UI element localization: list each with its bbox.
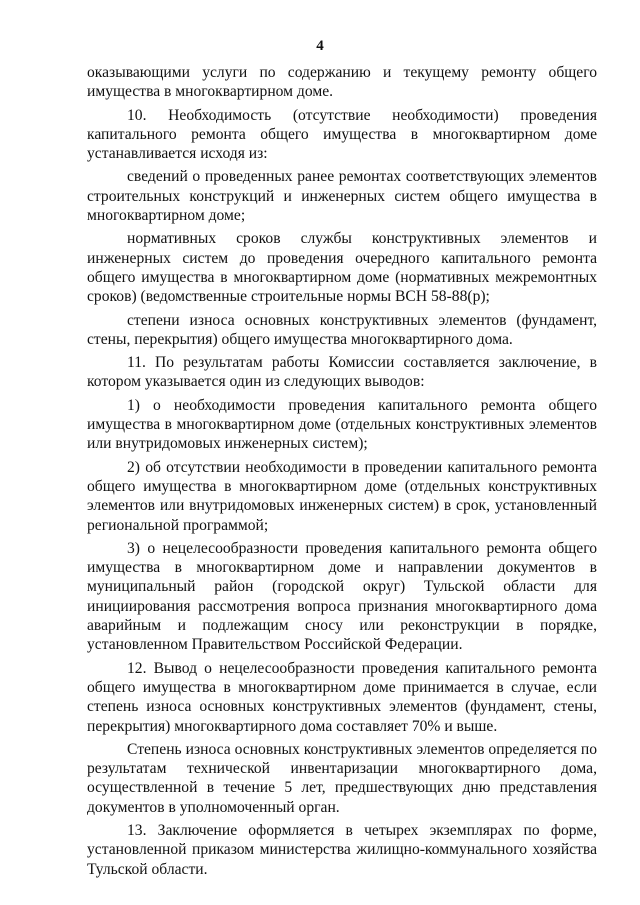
paragraph-service-life: нормативных сроков службы конструктивных элементов и инженерных систем до проведения очередного капитального ремонта общего имущества в многоквартирном доме (нормативных межремонтных сроков) (ведомственные строительные нормы ВСН 58-88(р); [87, 230, 597, 306]
page-number: 4 [316, 38, 324, 54]
paragraph-clause-12: 12. Вывод о нецелесообразности проведения капитального ремонта общего имущества в многоквартирном доме принимается в случае, если степень износа основных конструктивных элементов (фундамент, стены, перекрытия) многоквартирного дома составляет 70% и выше. [87, 659, 597, 735]
paragraph-repairs-info: сведений о проведенных ранее ремонтах соответствующих элементов строительных конструкций и инженерных систем общего имущества в многоквартирном доме; [87, 168, 597, 225]
paragraph-continuation: оказывающими услуги по содержанию и текущему ремонту общего имущества в многоквартирном доме. [87, 64, 597, 101]
paragraph-conclusion-1: 1) о необходимости проведения капитального ремонта общего имущества в многоквартирном доме (отдельных конструктивных элементов или внутридомовых инженерных систем); [87, 396, 597, 453]
paragraph-clause-11: 11. По результатам работы Комиссии составляется заключение, в котором указывается один из следующих выводов: [87, 354, 597, 391]
paragraph-conclusion-2: 2) об отсутствии необходимости в проведении капитального ремонта общего имущества в многоквартирном доме (отдельных конструктивных элементов или внутридомовых инженерных систем) в срок, установленный региональной программой; [87, 458, 597, 534]
paragraph-clause-10: 10. Необходимость (отсутствие необходимости) проведения капитального ремонта общего имущества в многоквартирном доме устанавливается исходя из: [87, 106, 597, 163]
document-body [87, 63, 597, 883]
paragraph-clause-13: 13. Заключение оформляется в четырех экземплярах по форме, установленной приказом министерства жилищно-коммунального хозяйства Тульской области. [87, 821, 597, 878]
paragraph-wear-degree: степени износа основных конструктивных элементов (фундамент, стены, перекрытия) общего имущества многоквартирного дома. [87, 311, 597, 348]
paragraph-wear-determination: Степень износа основных конструктивных элементов определяется по результатам технической инвентаризации многоквартирного дома, осуществленной в течение 5 лет, предшествующих дню представления документов в уполномоченный орган. [87, 740, 597, 816]
paragraph-conclusion-3: 3) о нецелесообразности проведения капитального ремонта общего имущества в многоквартирном доме и направлении документов в муниципальный район (городской округ) Тульской области для инициирования рассмотрения вопроса признания многоквартирного дома аварийным и подлежащим сносу или реконструкции в порядке, установленном Правительством Российской Федерации. [87, 539, 597, 654]
